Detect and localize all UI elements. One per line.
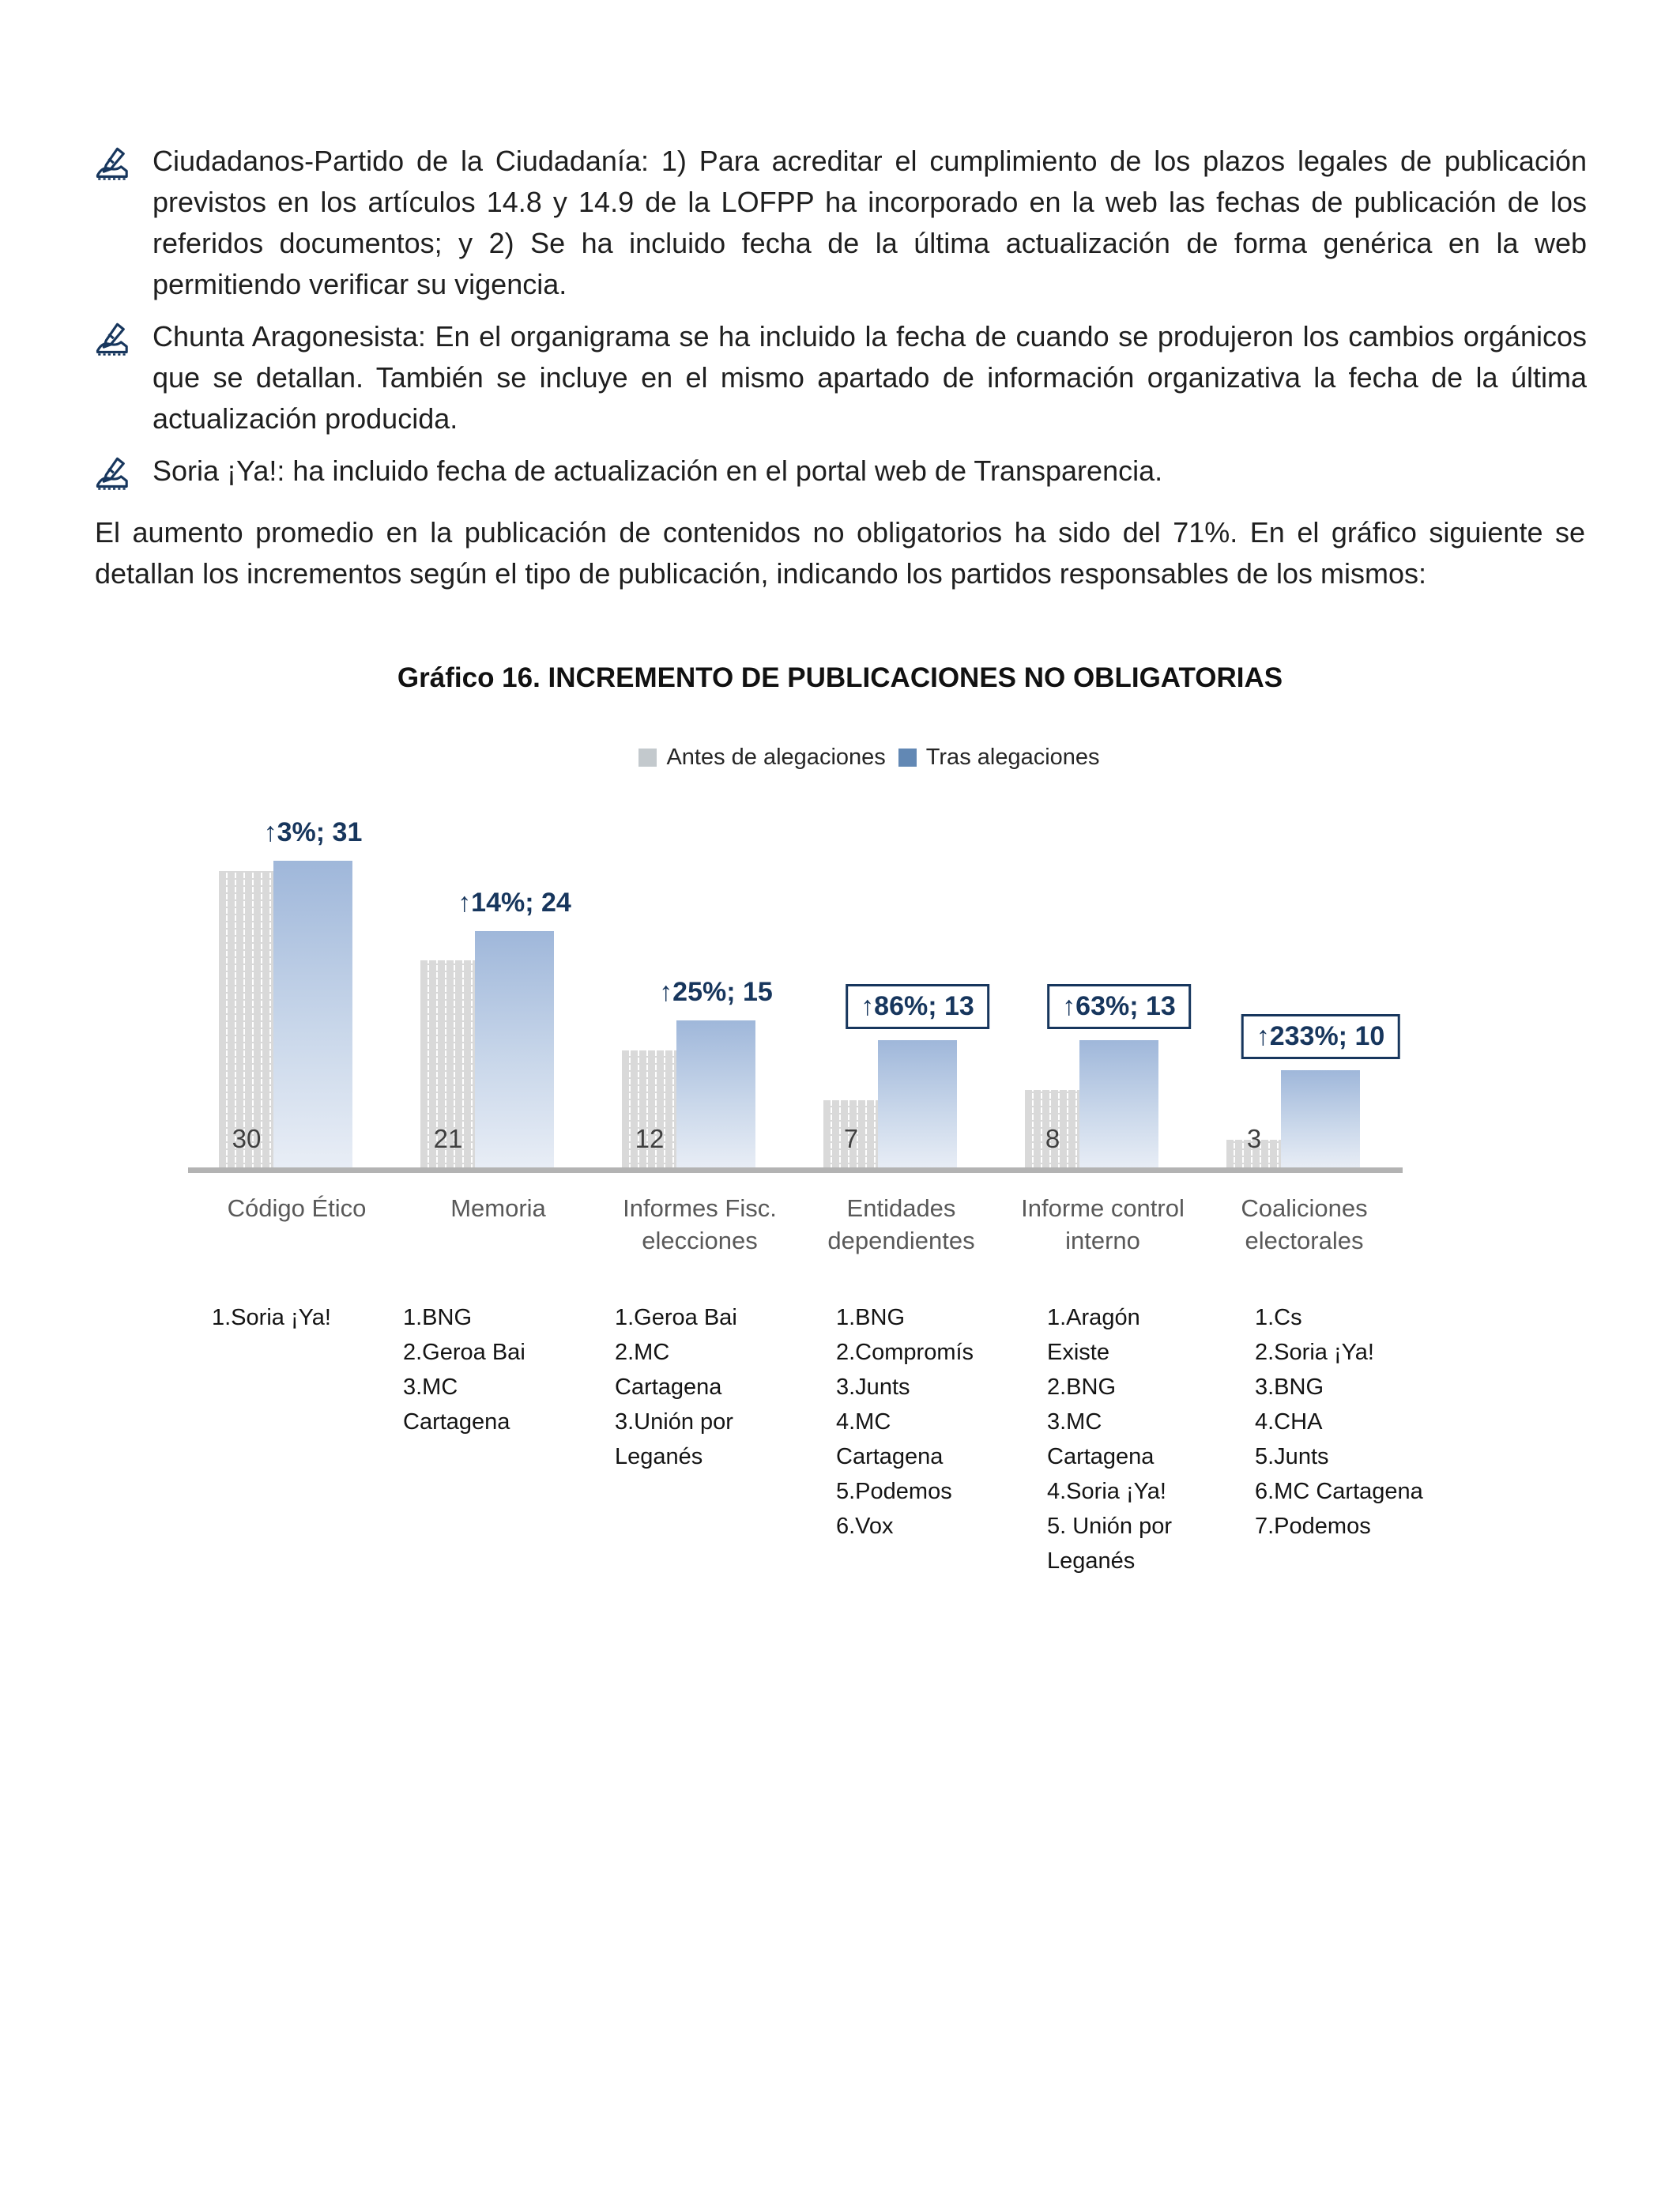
increment-annotation: ↑25%; 15 bbox=[659, 977, 773, 1007]
chart-group bbox=[800, 798, 1002, 1254]
legend-swatch-tras bbox=[898, 749, 917, 767]
party-line: 1.Aragón bbox=[1047, 1305, 1140, 1330]
category-label: Memoria bbox=[450, 1194, 546, 1222]
bar-tras bbox=[1281, 1070, 1360, 1170]
party-line: 1.Cs bbox=[1255, 1305, 1302, 1330]
chart-group bbox=[196, 798, 397, 1222]
party-line: 4.CHA bbox=[1255, 1409, 1323, 1435]
chart-group bbox=[397, 798, 599, 1222]
party-list-codigo-etico bbox=[212, 1300, 401, 1335]
party-line: Cartagena bbox=[403, 1409, 510, 1435]
category-label: Coaliciones electorales bbox=[1241, 1194, 1368, 1254]
party-line: Leganés bbox=[1047, 1548, 1136, 1574]
writing-hand-icon bbox=[93, 451, 153, 497]
bar-chart-plot bbox=[196, 798, 1405, 1254]
body-paragraph: El aumento promedio en la publicación de contenidos no obligatorios ha sido del 71%. En el gráfico siguiente se detallan los incrementos según el tipo de publicación, indicando los partidos responsables de los mismos: bbox=[95, 516, 1585, 590]
party-list-informes-fisc bbox=[615, 1300, 812, 1474]
value-label: 8 bbox=[1045, 1124, 1060, 1153]
party-line: 2.MC bbox=[615, 1340, 670, 1365]
bar-tras bbox=[878, 1040, 957, 1170]
party-line: 2.BNG bbox=[1047, 1375, 1117, 1400]
bullet-item bbox=[93, 451, 1587, 497]
legend-label-tras: Tras alegaciones bbox=[925, 745, 1100, 770]
party-line: 5.Junts bbox=[1255, 1444, 1329, 1469]
value-label: 21 bbox=[433, 1124, 463, 1153]
writing-hand-icon bbox=[93, 316, 153, 363]
bar-tras bbox=[1079, 1040, 1158, 1170]
party-line: 1.BNG bbox=[403, 1305, 473, 1330]
party-line: Cartagena bbox=[836, 1444, 944, 1469]
party-line: 4.MC bbox=[836, 1409, 891, 1435]
party-line: 5.Podemos bbox=[836, 1479, 952, 1504]
bar-tras bbox=[475, 931, 554, 1170]
chart-title: Gráfico 16. INCREMENTO DE PUBLICACIONES NO OBLIGATORIAS bbox=[397, 662, 1283, 693]
legend-label-antes: Antes de alegaciones bbox=[666, 745, 886, 770]
party-line: Leganés bbox=[615, 1444, 703, 1469]
chart-group bbox=[599, 798, 800, 1254]
party-list-coaliciones bbox=[1255, 1300, 1476, 1544]
bar-tras bbox=[676, 1020, 755, 1170]
party-line: 2.Soria ¡Ya! bbox=[1255, 1340, 1374, 1365]
party-line: 4.Soria ¡Ya! bbox=[1047, 1479, 1166, 1504]
party-line: 1.Soria ¡Ya! bbox=[212, 1305, 331, 1330]
party-line: 7.Podemos bbox=[1255, 1514, 1371, 1539]
party-line: 3.MC bbox=[403, 1375, 458, 1400]
bullet-item bbox=[93, 141, 1587, 305]
increment-annotation: ↑14%; 24 bbox=[458, 888, 571, 918]
x-axis-line bbox=[188, 1167, 1403, 1173]
party-line: 6.MC Cartagena bbox=[1255, 1479, 1423, 1504]
party-list-informe-control bbox=[1047, 1300, 1245, 1578]
party-line: 1.BNG bbox=[836, 1305, 906, 1330]
party-list-memoria bbox=[403, 1300, 593, 1439]
legend-item-antes bbox=[638, 745, 885, 771]
category-label: Entidades dependientes bbox=[827, 1194, 975, 1254]
category-label: Informes Fisc. elecciones bbox=[623, 1194, 777, 1254]
party-line: 1.Geroa Bai bbox=[615, 1305, 737, 1330]
chart-legend bbox=[0, 745, 1680, 771]
writing-hand-icon bbox=[93, 141, 153, 187]
bullet-text: Chunta Aragonesista: En el organigrama se ha incluido la fecha de cuando se produjeron los cambios orgánicos que se detallan. También se incluye en el mismo apartado de información organizativa la fecha de la última actualización producida. bbox=[153, 320, 1587, 435]
value-label: 7 bbox=[843, 1124, 859, 1153]
increment-annotation: ↑3%; 31 bbox=[263, 817, 363, 847]
legend-swatch-antes bbox=[638, 749, 657, 767]
party-line: 6.Vox bbox=[836, 1514, 894, 1539]
party-line: 5. Unión por bbox=[1047, 1514, 1172, 1539]
legend-item-tras bbox=[898, 745, 1100, 771]
party-line: 3.MC bbox=[1047, 1409, 1102, 1435]
party-list-entidades bbox=[836, 1300, 1034, 1544]
value-label: 3 bbox=[1246, 1124, 1262, 1153]
increment-annotation: ↑233%; 10 bbox=[1241, 1014, 1400, 1059]
category-label: Informe control interno bbox=[1021, 1194, 1185, 1254]
bullet-list bbox=[93, 141, 1587, 508]
party-line: Existe bbox=[1047, 1340, 1109, 1365]
bar-tras bbox=[273, 861, 352, 1170]
party-line: 3.Unión por bbox=[615, 1409, 733, 1435]
bullet-text: Soria ¡Ya!: ha incluido fecha de actualización en el portal web de Transparencia. bbox=[153, 454, 1163, 487]
increment-annotation: ↑86%; 13 bbox=[846, 984, 989, 1029]
party-line: Cartagena bbox=[1047, 1444, 1155, 1469]
party-line: 2.Geroa Bai bbox=[403, 1340, 525, 1365]
chart-group bbox=[1203, 798, 1405, 1254]
party-line: Cartagena bbox=[615, 1375, 722, 1400]
bullet-text: Ciudadanos-Partido de la Ciudadanía: 1) Para acreditar el cumplimiento de los plazos legales de publicación previstos en los artículos 14.8 y 14.9 de la LOFPP ha incorporado en la web las fechas de publicación de los referidos documentos; y 2) Se ha incluido fecha de la última actualización de forma genérica en la web permitiendo verificar su vigencia. bbox=[153, 145, 1587, 300]
value-label: 30 bbox=[232, 1124, 262, 1153]
category-label: Código Ético bbox=[227, 1194, 367, 1222]
bullet-item bbox=[93, 316, 1587, 439]
party-line: 3.Junts bbox=[836, 1375, 910, 1400]
party-line: 2.Compromís bbox=[836, 1340, 974, 1365]
value-label: 12 bbox=[635, 1124, 665, 1153]
party-line: 3.BNG bbox=[1255, 1375, 1324, 1400]
chart-group bbox=[1002, 798, 1203, 1254]
increment-annotation: ↑63%; 13 bbox=[1047, 984, 1191, 1029]
